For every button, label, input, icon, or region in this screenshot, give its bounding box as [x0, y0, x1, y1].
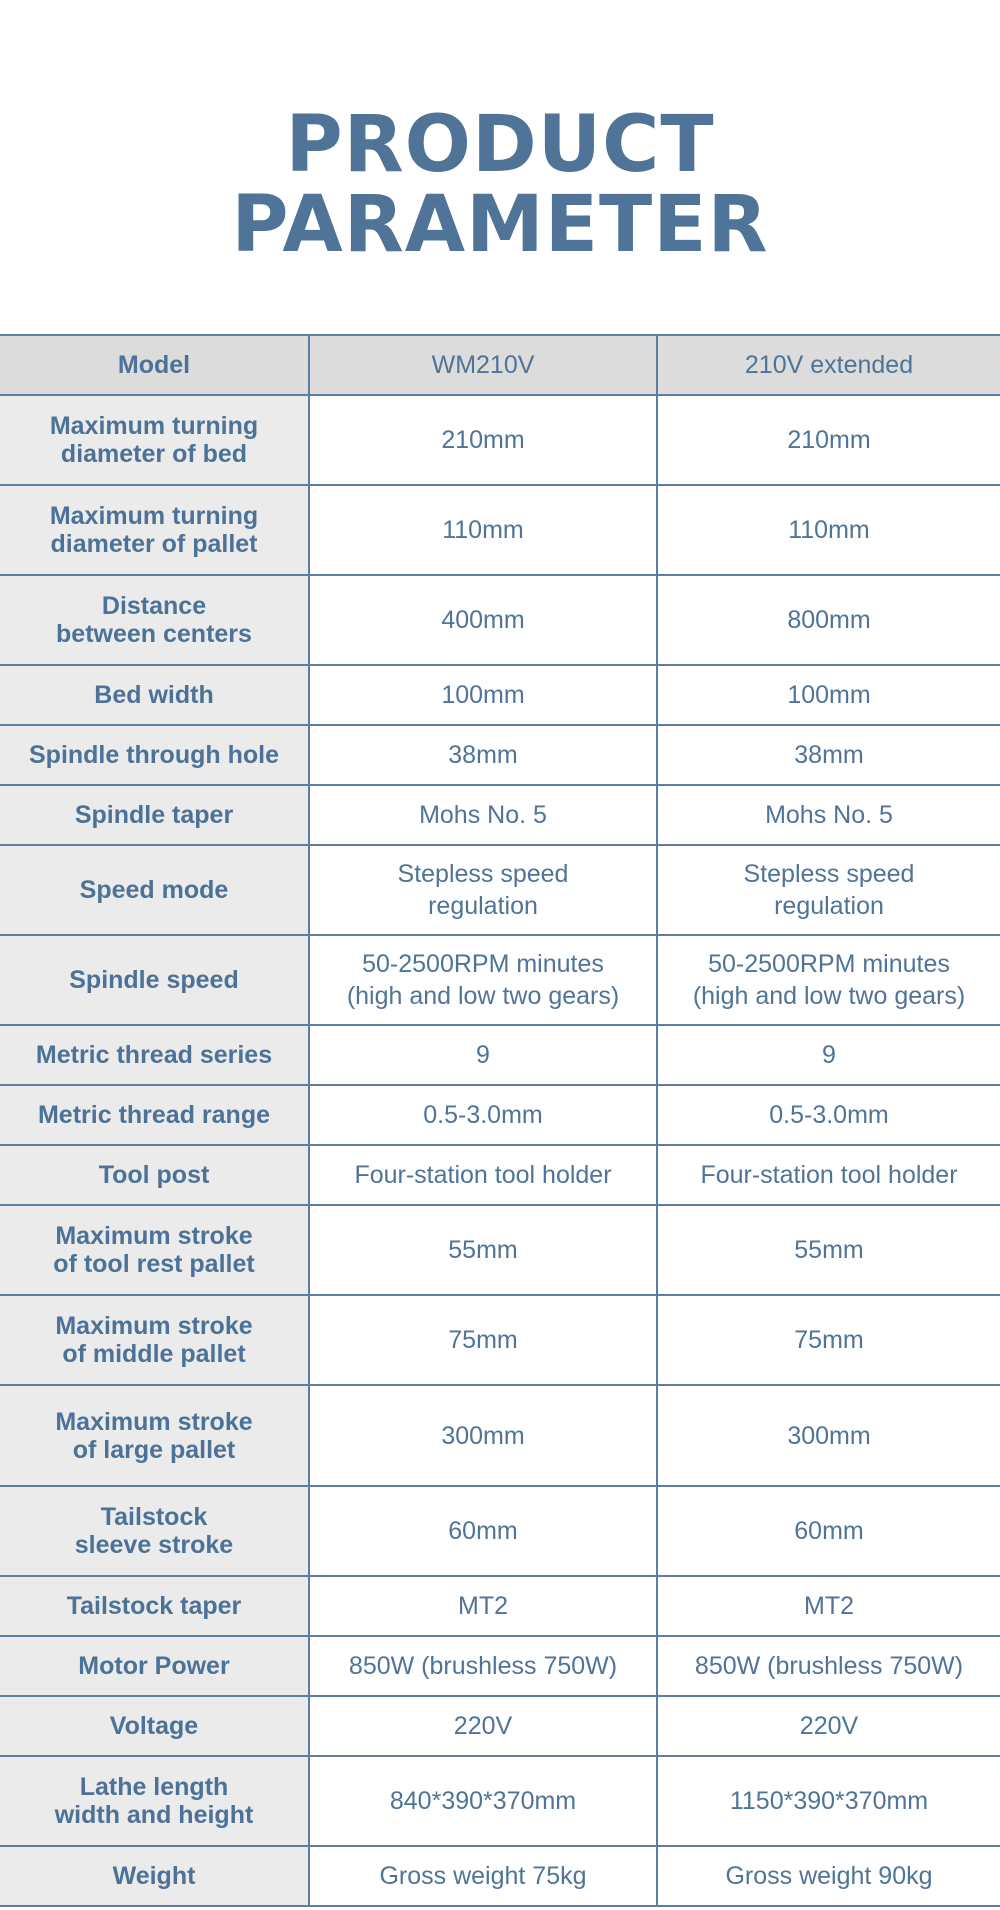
row-label: Tailstock sleeve stroke	[0, 1486, 309, 1576]
row-value-210v-extended: Gross weight 90kg	[657, 1846, 1000, 1906]
row-label: Spindle through hole	[0, 725, 309, 785]
row-value-wm210v: MT2	[309, 1576, 657, 1636]
row-label: Spindle taper	[0, 785, 309, 845]
row-value-wm210v: 55mm	[309, 1205, 657, 1295]
row-label: Lathe length width and height	[0, 1756, 309, 1846]
table-row	[0, 845, 1000, 935]
row-value-wm210v: 220V	[309, 1696, 657, 1756]
table-row	[0, 665, 1000, 725]
row-value-wm210v: 75mm	[309, 1295, 657, 1385]
row-label: Maximum stroke of tool rest pallet	[0, 1205, 309, 1295]
row-value-wm210v: 400mm	[309, 575, 657, 665]
table-row	[0, 1756, 1000, 1846]
row-label: Motor Power	[0, 1636, 309, 1696]
row-value-210v-extended: 60mm	[657, 1486, 1000, 1576]
row-label: Tailstock taper	[0, 1576, 309, 1636]
row-value-210v-extended: Four-station tool holder	[657, 1145, 1000, 1205]
row-label: Maximum turning diameter of pallet	[0, 485, 309, 575]
row-value-210v-extended: 210mm	[657, 395, 1000, 485]
row-value-wm210v: Four-station tool holder	[309, 1145, 657, 1205]
table-row	[0, 1295, 1000, 1385]
parameter-table	[0, 334, 1000, 1907]
table-row	[0, 1385, 1000, 1486]
table-row	[0, 1205, 1000, 1295]
table-row	[0, 1486, 1000, 1576]
row-value-210v-extended: 38mm	[657, 725, 1000, 785]
row-value-wm210v: Mohs No. 5	[309, 785, 657, 845]
row-value-210v-extended: 800mm	[657, 575, 1000, 665]
row-value-wm210v: 210mm	[309, 395, 657, 485]
row-value-210v-extended: 50-2500RPM minutes (high and low two gears)	[657, 935, 1000, 1025]
table-row	[0, 1636, 1000, 1696]
row-value-210v-extended: MT2	[657, 1576, 1000, 1636]
row-value-210v-extended: 100mm	[657, 665, 1000, 725]
row-value-210v-extended: Stepless speed regulation	[657, 845, 1000, 935]
row-value-210v-extended: 850W (brushless 750W)	[657, 1636, 1000, 1696]
table-row	[0, 1025, 1000, 1085]
row-label: Weight	[0, 1846, 309, 1906]
header-model-wm210v: WM210V	[309, 335, 657, 395]
row-value-wm210v: 50-2500RPM minutes (high and low two gears)	[309, 935, 657, 1025]
row-label: Bed width	[0, 665, 309, 725]
row-label: Distance between centers	[0, 575, 309, 665]
row-value-wm210v: 38mm	[309, 725, 657, 785]
row-value-wm210v: 110mm	[309, 485, 657, 575]
row-label: Metric thread series	[0, 1025, 309, 1085]
row-value-210v-extended: 300mm	[657, 1385, 1000, 1486]
row-value-210v-extended: 9	[657, 1025, 1000, 1085]
page-title-line2: PARAMETER	[231, 180, 769, 270]
row-value-wm210v: 850W (brushless 750W)	[309, 1636, 657, 1696]
table-row	[0, 1145, 1000, 1205]
table-row	[0, 935, 1000, 1025]
page-title-line1: PRODUCT	[285, 100, 715, 190]
page-title	[0, 100, 1000, 270]
row-value-wm210v: 0.5-3.0mm	[309, 1085, 657, 1145]
table-row	[0, 395, 1000, 485]
row-value-210v-extended: 75mm	[657, 1295, 1000, 1385]
row-value-210v-extended: 55mm	[657, 1205, 1000, 1295]
table-row	[0, 1576, 1000, 1636]
row-value-wm210v: 60mm	[309, 1486, 657, 1576]
header-model-210v-extended: 210V extended	[657, 335, 1000, 395]
row-label: Speed mode	[0, 845, 309, 935]
row-label: Metric thread range	[0, 1085, 309, 1145]
row-value-wm210v: Gross weight 75kg	[309, 1846, 657, 1906]
row-value-wm210v: Stepless speed regulation	[309, 845, 657, 935]
table-header-row	[0, 335, 1000, 395]
table-row	[0, 725, 1000, 785]
table-row	[0, 485, 1000, 575]
row-label: Voltage	[0, 1696, 309, 1756]
table-row	[0, 1085, 1000, 1145]
row-value-wm210v: 300mm	[309, 1385, 657, 1486]
row-value-wm210v: 9	[309, 1025, 657, 1085]
row-value-210v-extended: 1150*390*370mm	[657, 1756, 1000, 1846]
row-value-wm210v: 100mm	[309, 665, 657, 725]
row-label: Maximum turning diameter of bed	[0, 395, 309, 485]
row-value-210v-extended: 0.5-3.0mm	[657, 1085, 1000, 1145]
row-value-210v-extended: 110mm	[657, 485, 1000, 575]
table-row	[0, 575, 1000, 665]
table-row	[0, 1696, 1000, 1756]
header-model-label: Model	[0, 335, 309, 395]
row-label: Maximum stroke of large pallet	[0, 1385, 309, 1486]
table-row	[0, 1846, 1000, 1906]
row-value-210v-extended: Mohs No. 5	[657, 785, 1000, 845]
row-value-210v-extended: 220V	[657, 1696, 1000, 1756]
row-value-wm210v: 840*390*370mm	[309, 1756, 657, 1846]
row-label: Maximum stroke of middle pallet	[0, 1295, 309, 1385]
row-label: Spindle speed	[0, 935, 309, 1025]
row-label: Tool post	[0, 1145, 309, 1205]
table-row	[0, 785, 1000, 845]
